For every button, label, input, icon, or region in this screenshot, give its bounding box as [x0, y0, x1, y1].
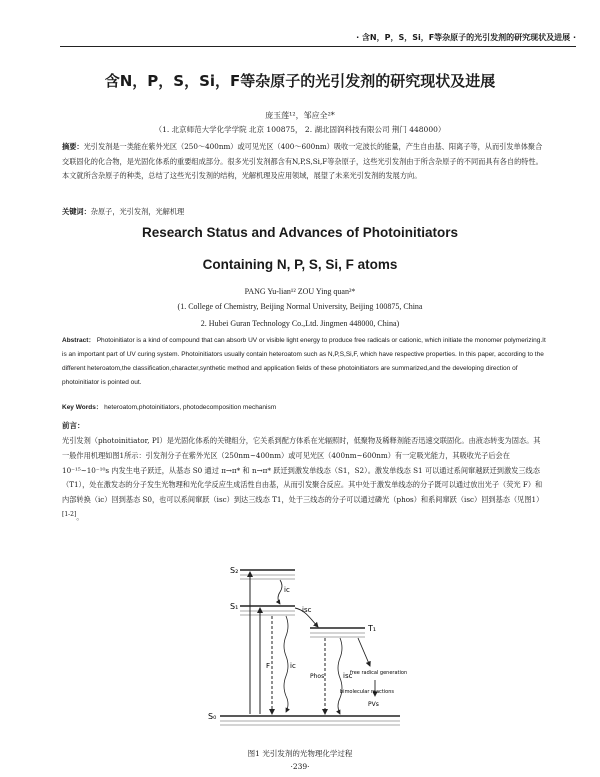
- english-title-line2: Containing N, P, S, Si, F atoms: [202, 257, 398, 272]
- radical-arrow: [358, 638, 370, 666]
- english-affiliation-2: 2. Hubei Guran Technology Co.,Ltd. Jingmen 448000, China): [200, 319, 400, 328]
- label-f: F: [266, 662, 271, 670]
- figure-caption: 图1 光引发剂的光物理化学过程: [247, 749, 353, 758]
- keywords-en: [62, 402, 546, 411]
- label-ic-upper: ic: [284, 586, 290, 594]
- ic-arrow-lower: [284, 616, 288, 712]
- keywords-en-text: heteroatom,photoinitiators, photodecomposition mechanism: [104, 404, 277, 411]
- jablonski-diagram: [200, 548, 420, 748]
- label-pvs: PVs: [368, 701, 379, 708]
- keywords-zh-label: 关键词：: [62, 207, 91, 216]
- abstract-zh: [62, 140, 546, 184]
- label-s1: S₁: [230, 602, 239, 611]
- intro-heading: 前言：: [62, 421, 85, 430]
- keywords-zh: [62, 207, 546, 217]
- label-s0: S₀: [208, 712, 217, 721]
- abstract-en: [62, 334, 546, 390]
- intro-citation: [1-2]: [62, 510, 77, 518]
- intro-text: 光引发剂（photoinitiator, PI）是光固化体系的关键组分，它关系到配方体系在光辐照时，低聚物及稀释剂能否迅速交联固化。由液态转变为固态。其一般作用机理如图1所示：引发剂分子在紫外光区（250nm~400nm）或可见光区（400nm~600nm）有一定吸光能力，其吸收光子后会在 10⁻¹⁵~10⁻¹⁰s 内发生电子跃迁，从基态 S0 通过 π→π* 和 n→π* 跃迁到激发单线态（S1，S2）。激发单线态 S1 可以通过系间窜越跃迁到激发三线态（T1），处在激发态的分子发生光物理和光化学反应生成活性自由基，从而引发聚合反应。其中处于激发单线态的分子既可以通过放出光子（荧光 F）和内部转换（ic）回到基态 S0，也可以系间窜跃（isc）到达三线态 T1，处于三线态的分子可以通过磷光（phos）和系间窜跃（isc）回到基态（见图1）: [62, 436, 544, 505]
- label-phos: Phos: [310, 673, 325, 680]
- label-t1: T₁: [368, 624, 377, 633]
- english-title-line1: Research Status and Advances of Photoinitiators: [141, 225, 459, 240]
- label-ic-lower: ic: [290, 662, 296, 670]
- ic-arrow-upper: [278, 580, 282, 604]
- label-s2: S₂: [230, 566, 239, 575]
- header-rule: [60, 46, 576, 47]
- abstract-en-text: Photoinitiator is a kind of compound that can absorb UV or visible light energy to produce free radicals or cationic, which initiate the monomer polymerizing.It is an important part of UV curing system. Photoinitiators usually contain heteroatom such as N,P,S,Si,F, which have respective properties. In this paper, according to the different heteroatom,the classification,character,synthetic method and application fields of these photoinitiators are summarized,and the developing direction of photoinitiator is pointed out.: [62, 337, 546, 386]
- abstract-zh-label: 摘要：: [62, 142, 84, 151]
- level-t1: [310, 628, 365, 637]
- level-s1: [240, 606, 295, 615]
- abstract-en-label: Abstract：: [62, 337, 95, 344]
- abstract-zh-text: 光引发剂是一类能在紫外光区（250～400nm）或可见光区（400～600nm）吸收一定波长的能量，产生自由基、阳离子等，从而引发单体聚合交联固化的化合物，是光固化体系的重要组成部分。很多光引发剂都含有N,P,S,Si,F等杂原子，这些光引发剂由于所含杂原子的不同而具有各自的特性。本文就所含杂原子的种类，总结了这些光引发剂的结构，光解机理及应用领域，展望了未来光引发剂的发展方向。: [62, 142, 543, 180]
- label-isc-upper: isc: [302, 606, 312, 614]
- isc-arrow-t1-s0: [338, 638, 342, 714]
- level-s2: [240, 570, 295, 579]
- level-s0: [220, 716, 400, 725]
- keywords-zh-text: 杂原子，光引发剂，光解机理: [90, 207, 185, 216]
- label-isc-lower: isc: [343, 672, 353, 680]
- affiliation: （1. 北京师范大学化学学院 北京 100875， 2. 湖北固润科技有限公司 荆门 448000）: [154, 125, 446, 134]
- paper-title: 含N，P，S，Si，F等杂原子的光引发剂的研究现状及进展: [104, 72, 496, 90]
- english-authors: PANG Yu-lian¹² ZOU Ying quan²*: [244, 287, 356, 296]
- authors: 庞玉莲¹²，邹应全²*: [265, 111, 335, 120]
- keywords-en-label: Key Words：: [62, 404, 103, 411]
- page-number: ·239·: [290, 762, 310, 771]
- intro-paragraph: 光引发剂（photoinitiator, PI）是光固化体系的关键组分，它关系到配方体系在光辐照时，低聚物及稀释剂能否迅速交联固化。由液态转变为固态。其一般作用机理如图1所示：引发剂分子在紫外光区（250nm~400nm）或可见光区（400nm~600nm）有一定吸光能力，其吸收光子后会在 10⁻¹⁵~10⁻¹⁰s 内发生电子跃迁，从基态 S0 通过 π→π* 和 n→π* 跃迁到激发单线态（S1，S2）。激发单线态 S1 可以通过系间窜越跃迁到激发三线态（T1），处在激发态的分子发生光物理和光化学反应生成活性自由基，从而引发聚合反应。其中处于激发单线态的分子既可以通过放出光子（荧光 F）和内部转换（ic）回到基态 S0，也可以系间窜跃（isc）到达三线态 T1，处于三线态的分子可以通过磷光（phos）和系间窜跃（isc）回到基态（见图1）[1-2]。: [62, 436, 544, 522]
- label-radical: free radical generation: [350, 670, 408, 676]
- running-header: · 含N，P，S，Si，F等杂原子的光引发剂的研究现状及进展 ·: [356, 33, 576, 42]
- english-affiliation-1: (1. College of Chemistry, Beijing Normal University, Beijing 100875, China: [177, 302, 423, 311]
- label-bimolecular: bimolecular reactions: [340, 689, 394, 695]
